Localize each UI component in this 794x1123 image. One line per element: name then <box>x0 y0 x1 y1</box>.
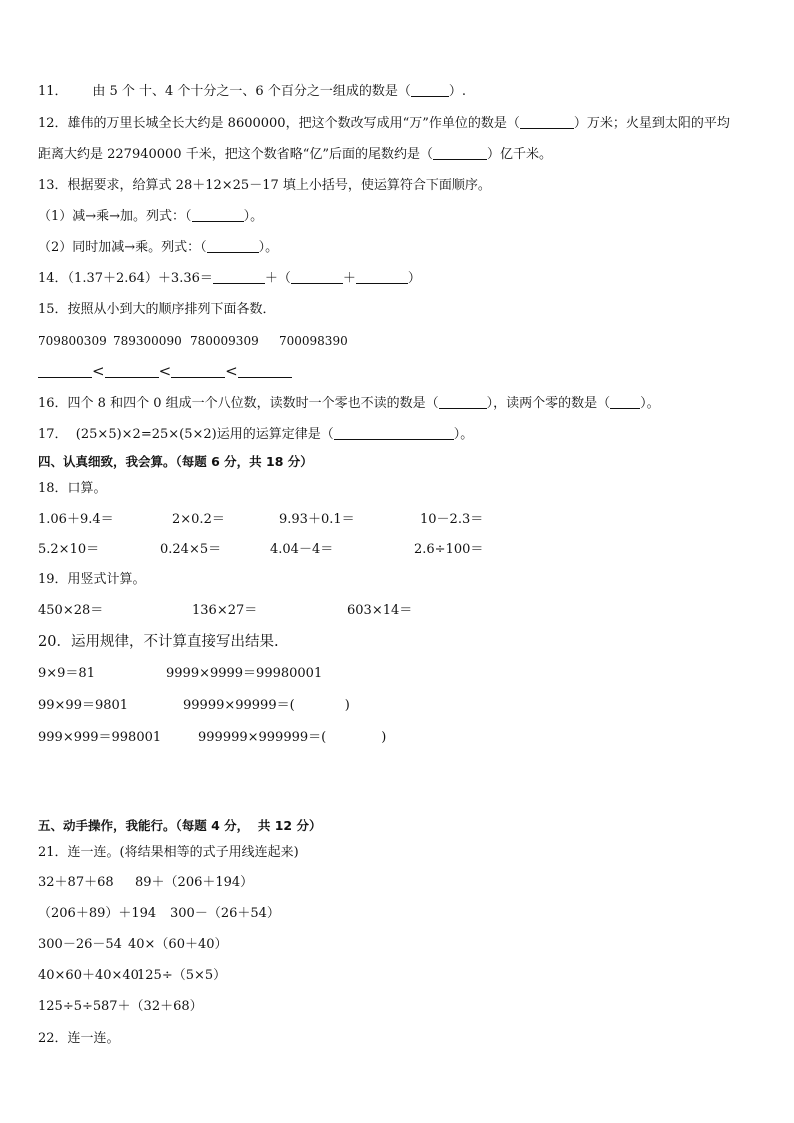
q20-stem: 20．运用规律，不计算直接写出结果. <box>38 634 279 650</box>
q18-item: 1.06＋9.4＝ <box>38 512 114 527</box>
q19-item: 450×28＝ <box>38 603 104 618</box>
q18-item: 2.6÷100＝ <box>414 542 484 557</box>
q18-item: 2×0.2＝ <box>172 512 225 527</box>
q18-item: 4.04－4＝ <box>270 542 334 557</box>
q18-item: 10－2.3＝ <box>420 512 484 527</box>
q21-left-expr[interactable]: 32＋87＋68 <box>38 875 114 890</box>
answer-blank[interactable] <box>411 84 449 97</box>
q21-stem: 21．连一连。(将结果相等的式子用线连起来) <box>38 845 299 860</box>
q19-stem: 19．用竖式计算。 <box>38 572 146 587</box>
q21-right-expr[interactable]: 89＋（206＋194） <box>135 875 254 890</box>
answer-blank[interactable] <box>291 271 343 284</box>
q21-right-expr[interactable]: 40×（60＋40） <box>128 937 228 952</box>
answer-blank[interactable] <box>433 147 487 160</box>
answer-blank[interactable] <box>439 396 487 409</box>
q15-stem: 15．按照从小到大的顺序排列下面各数． <box>38 302 276 317</box>
q15-number-1: 709800309 <box>38 334 107 348</box>
q21-left-expr[interactable]: 300－26－54 <box>38 937 122 952</box>
q20-pattern: 9×9＝81 <box>38 666 95 681</box>
q14: 14．（1.37＋2.64）＋3.36＝ ＋（ ＋ ） <box>38 271 421 286</box>
answer-space[interactable] <box>295 699 345 711</box>
q20-pattern: 999×999＝998001 <box>38 730 162 745</box>
q21-right-expr[interactable]: 125÷（5×5） <box>137 968 227 983</box>
q21-right-expr[interactable]: 87＋（32＋68） <box>101 999 203 1014</box>
answer-space[interactable] <box>326 731 381 743</box>
q21-left-expr[interactable]: （206＋89）＋194 <box>38 906 157 921</box>
q19-item: 603×14＝ <box>347 603 413 618</box>
q22-stem: 22．连一连。 <box>38 1031 120 1046</box>
q18-item: 9.93＋0.1＝ <box>279 512 355 527</box>
q11-number: 11． <box>38 84 68 99</box>
q21-right-expr[interactable]: 300－（26＋54） <box>170 906 280 921</box>
answer-blank[interactable] <box>171 365 225 378</box>
q16: 16．四个 8 和四个 0 组成一个八位数，读数时一个零也不读的数是（ ），读两个零的数是（ ）。 <box>38 396 660 411</box>
q13-part2: （2）同时加减→乘。列式：（ ）。 <box>38 240 279 255</box>
q20-pattern: 99×99＝9801 <box>38 698 129 713</box>
answer-blank[interactable] <box>334 427 454 440</box>
q20-pattern: 9999×9999＝99980001 <box>166 666 323 681</box>
q18-item: 5.2×10＝ <box>38 542 100 557</box>
answer-blank[interactable] <box>38 365 92 378</box>
q15-number-4: 700098390 <box>279 334 348 348</box>
answer-blank[interactable] <box>105 365 159 378</box>
answer-blank[interactable] <box>238 365 292 378</box>
q17: 17． (25×5)×2=25×(5×2)运用的运算定律是（ ）。 <box>38 427 474 442</box>
q13-stem: 13．根据要求，给算式 28＋12×25－17 填上小括号，使运算符合下面顺序。 <box>38 178 491 193</box>
answer-blank[interactable] <box>356 271 408 284</box>
q13-part1: （1）减→乘→加。列式：（ ）。 <box>38 209 264 224</box>
q20-question: 99999×99999＝( ) <box>183 698 350 713</box>
q21-left-expr[interactable]: 125÷5÷5 <box>38 999 102 1014</box>
section-5-heading: 五、动手操作，我能行。（每题 4 分， 共 12 分） <box>38 818 322 833</box>
q18-stem: 18．口算。 <box>38 481 107 496</box>
q15-order: < < < <box>38 363 292 381</box>
q11-text: 由 5 个 十、4 个十分之一、6 个百分之一组成的数是（ <box>92 84 411 99</box>
answer-blank[interactable] <box>207 240 259 253</box>
q12-line2: 距离大约是 227940000 千米，把这个数省略“亿”后面的尾数约是（ ）亿千米。 <box>38 147 553 162</box>
q15-number-3: 780009309 <box>190 334 259 348</box>
q12-line1: 12．雄伟的万里长城全长大约是 8600000，把这个数改写成用“万”作单位的数是（ ）万米；火星到太阳的平均 <box>38 116 730 131</box>
q20-question: 999999×999999＝( ) <box>198 730 387 745</box>
q11: 11． 由 5 个 十、4 个十分之一、6 个百分之一组成的数是（ ）. <box>38 84 466 99</box>
answer-blank[interactable] <box>213 271 265 284</box>
answer-blank[interactable] <box>520 116 574 129</box>
q15-number-2: 789300090 <box>113 334 182 348</box>
q19-item: 136×27＝ <box>192 603 258 618</box>
section-4-heading: 四、认真细致，我会算。（每题 6 分，共 18 分） <box>38 454 313 469</box>
q21-left-expr[interactable]: 40×60＋40×40 <box>38 968 139 983</box>
q18-item: 0.24×5＝ <box>160 542 222 557</box>
answer-blank[interactable] <box>610 396 640 409</box>
answer-blank[interactable] <box>192 209 244 222</box>
